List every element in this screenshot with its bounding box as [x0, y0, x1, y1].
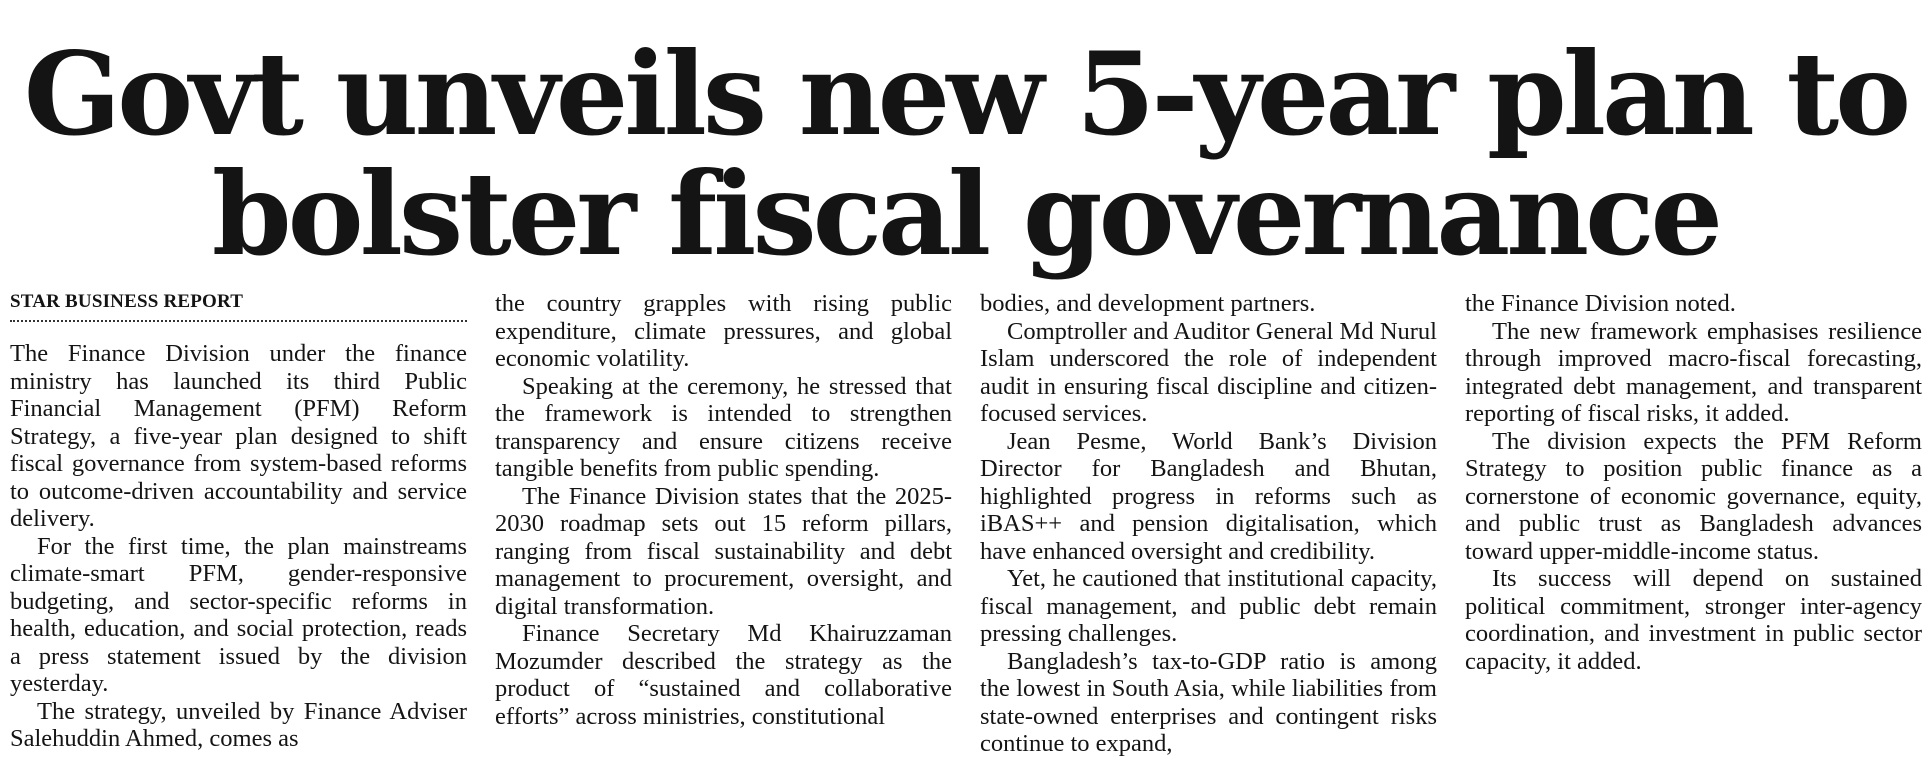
- paragraph: The Finance Division states that the 2025-2030 roadmap sets out 15 reform pillars, ranging from fiscal sustainability and debt management to procurement, oversight, and digital transformation.: [495, 482, 952, 620]
- paragraph: Speaking at the ceremony, he stressed that the framework is intended to strengthen transparency and ensure citizens receive tangible benefits from public spending.: [495, 372, 952, 482]
- paragraph: Jean Pesme, World Bank’s Division Director for Bangladesh and Bhutan, highlighted progress in reforms such as iBAS++ and pension digitalisation, which have enhanced oversight and credibility.: [980, 427, 1437, 565]
- article-column-3: [980, 290, 1437, 758]
- paragraph: The new framework emphasises resilience through improved macro-fiscal forecasting, integrated debt management, and transparent reporting of fiscal risks, it added.: [1465, 317, 1922, 427]
- paragraph: For the first time, the plan mainstreams climate-smart PFM, gender-responsive budgeting, and sector-specific reforms in health, education, and social protection, reads a press statement issued by the division yesterday.: [10, 532, 467, 697]
- paragraph: Comptroller and Auditor General Md Nurul Islam underscored the role of independent audit in ensuring fiscal discipline and citizen-focused services.: [980, 317, 1437, 427]
- headline: [0, 27, 1931, 281]
- article-column-4: [1465, 290, 1922, 675]
- headline-line-1: Govt unveils new 5-year plan to: [23, 27, 1908, 161]
- paragraph: the Finance Division noted.: [1465, 290, 1736, 317]
- paragraph: Bangladesh’s tax-to-GDP ratio is among the lowest in South Asia, while liabilities from state-owned enterprises and contingent risks continue to expand,: [980, 647, 1437, 757]
- headline-line-2: bolster fiscal governance: [211, 147, 1720, 281]
- paragraph: The division expects the PFM Reform Strategy to position public finance as a cornerstone of economic governance, equity, and public trust as Bangladesh advances toward upper-middle-income status.: [1465, 427, 1922, 565]
- paragraph: Yet, he cautioned that institutional capacity, fiscal management, and public debt remain pressing challenges.: [980, 565, 1437, 647]
- paragraph: Finance Secretary Md Khairuzzaman Mozumder described the strategy as the product of “sustained and collaborative efforts” across ministries, constitutional: [495, 620, 952, 730]
- paragraph: the country grapples with rising public expenditure, climate pressures, and global economic volatility.: [495, 290, 952, 372]
- byline: STAR BUSINESS REPORT: [10, 290, 467, 322]
- paragraph: Its success will depend on sustained political commitment, stronger inter-agency coordination, and investment in public sector capacity, it added.: [1465, 565, 1922, 675]
- paragraph: bodies, and development partners.: [980, 290, 1316, 317]
- paragraph: The Finance Division under the finance ministry has launched its third Public Financial Management (PFM) Reform Strategy, a five-year plan designed to shift fiscal governance from system-based reforms to outcome-driven accountability and service delivery.: [10, 340, 467, 532]
- article-column-1: [10, 290, 467, 753]
- paragraph: The strategy, unveiled by Finance Adviser Salehuddin Ahmed, comes as: [10, 697, 467, 752]
- article-column-2: [495, 290, 952, 730]
